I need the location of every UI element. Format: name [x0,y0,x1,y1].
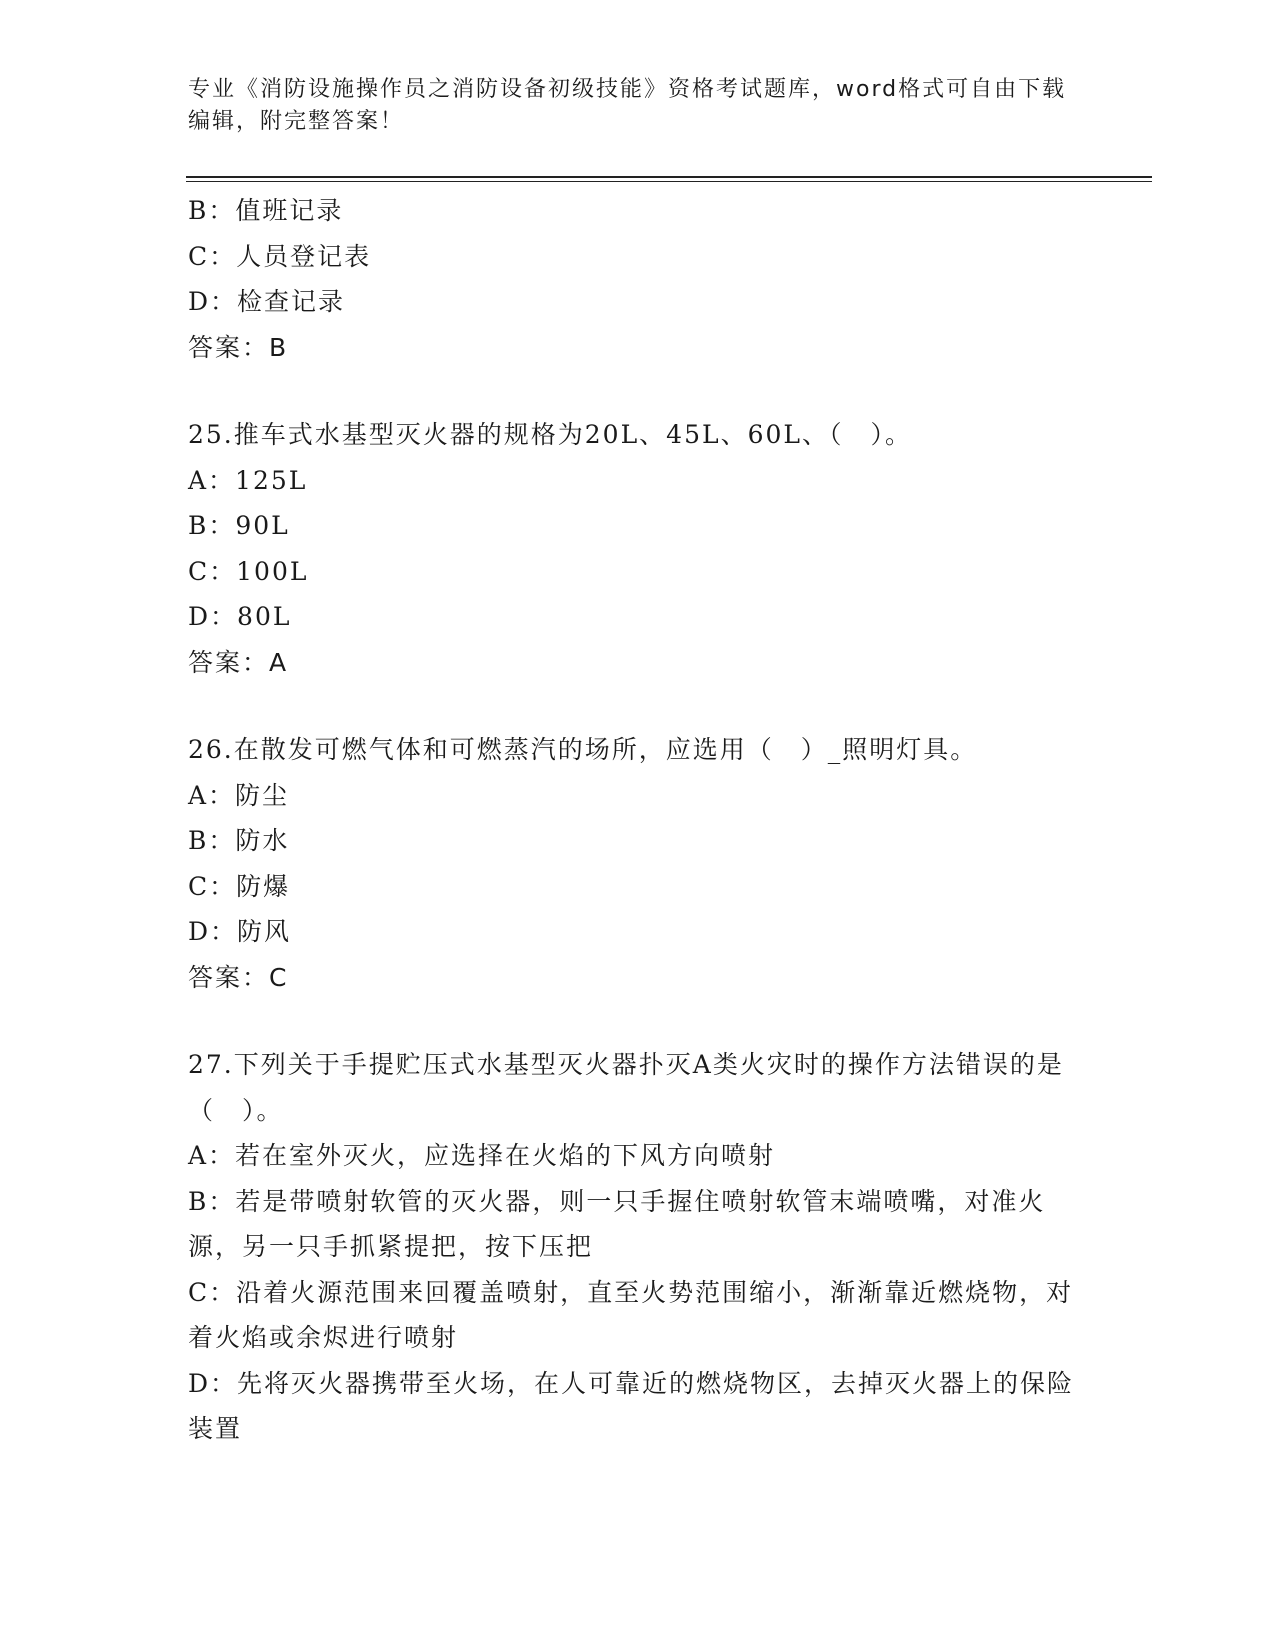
option-d: D：先将灭火器携带至火场，在人可靠近的燃烧物区，去掉灭火器上的保险装置 [188,1368,1075,1443]
option-c: C：沿着火源范围来回覆盖喷射，直至火势范围缩小，渐渐靠近燃烧物，对着火焰或余烬进行喷射 [188,1277,1074,1352]
question-stem: 25.推车式水基型灭火器的规格为20L、45L、60L、（ ）。 [188,420,912,449]
answer: 答案：C [188,962,289,992]
option-a: A：125L [188,465,308,495]
option-b: B：若是带喷射软管的灭火器，则一只手握住喷射软管末端喷嘴，对准火源，另一只手抓紧提把，按下压把 [188,1186,1046,1261]
option-d: D：防风 [188,917,292,946]
question-26 [188,727,1078,1000]
option-d: D：80L [188,602,292,631]
option-a: A：防尘 [188,780,290,810]
option-c: C：100L [188,556,309,586]
question-stem: 26.在散发可燃气体和可燃蒸汽的场所，应选用（ ）_照明灯具。 [188,735,978,764]
question-27 [188,1042,1078,1452]
page-header: 专业《消防设施操作员之消防设备初级技能》资格考试题库，word格式可自由下载编辑，附完整答案！ [188,77,1067,134]
option-d: D：检查记录 [188,287,346,316]
question-24-tail [188,188,1078,370]
option-b: B：90L [188,511,290,540]
option-a: A：若在室外灭火，应选择在火焰的下风方向喷射 [188,1141,776,1170]
answer: 答案：A [188,647,289,677]
header-divider-thin [186,181,1152,182]
option-b: B：值班记录 [188,196,344,225]
option-b: B：防水 [188,826,290,855]
option-c: C：人员登记表 [188,241,372,271]
header-divider [186,176,1152,178]
question-25 [188,412,1078,685]
question-list [188,188,1078,1452]
answer: 答案：B [188,332,289,362]
question-stem: 27.下列关于手提贮压式水基型灭火器扑灭A类火灾时的操作方法错误的是（ ）。 [188,1050,1064,1125]
option-c: C：防爆 [188,871,291,901]
